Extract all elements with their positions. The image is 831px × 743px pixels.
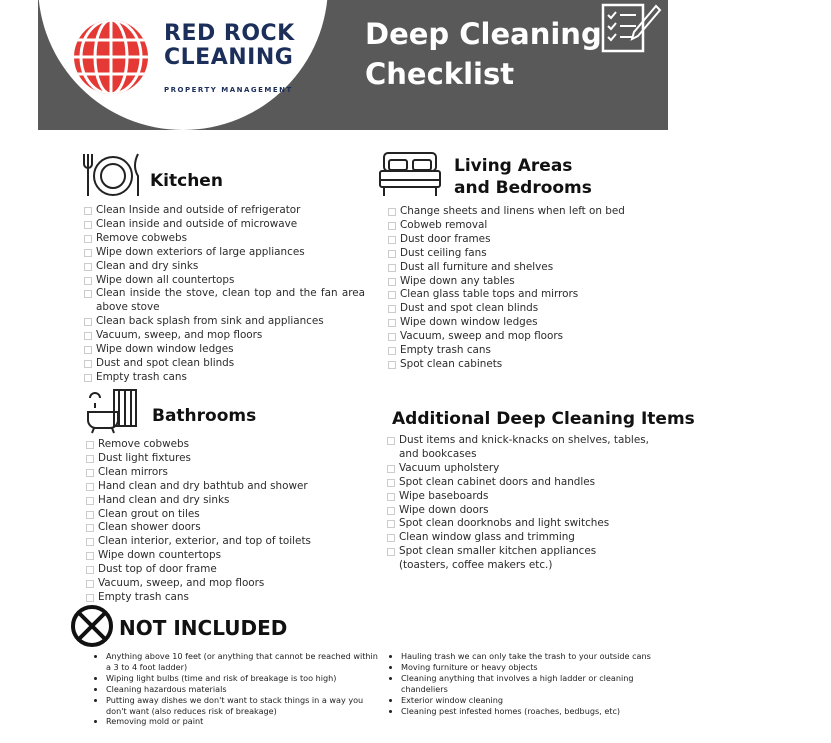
bathroom-item: Clean shower doors bbox=[86, 521, 376, 535]
not-included-item: • Anything above 10 feet (or anything that cannot be reached within a 3 to 4 foot ladder) bbox=[106, 651, 378, 673]
kitchen-item: Wipe down window ledges bbox=[84, 343, 365, 357]
not-included-item: • Putting away dishes we don't want to stack things in a way you don't want (also reduces risk of breakage) bbox=[106, 695, 378, 717]
living-item: Empty trash cans bbox=[388, 344, 678, 358]
not-included-item: • Cleaning anything that involves a high ladder or cleaning chandeliers bbox=[401, 673, 673, 695]
bathtub-shower-icon bbox=[86, 388, 138, 434]
additional-item: Vacuum upholstery bbox=[387, 462, 649, 476]
plate-utensils-icon bbox=[83, 152, 143, 198]
bathroom-item: Hand clean and dry bathtub and shower bbox=[86, 480, 376, 494]
living-item: Dust and spot clean blinds bbox=[388, 302, 678, 316]
checklist-icon bbox=[600, 2, 662, 54]
additional-list bbox=[387, 434, 649, 573]
not-included-left-list bbox=[90, 651, 378, 727]
kitchen-item: Clean and dry sinks bbox=[84, 260, 365, 274]
living-item: Clean glass table tops and mirrors bbox=[388, 288, 678, 302]
kitchen-item: Dust and spot clean blinds bbox=[84, 357, 365, 371]
living-title-line2: and Bedrooms bbox=[454, 178, 592, 198]
kitchen-item: Clean inside the stove, clean top and the fan area above stove bbox=[84, 287, 365, 315]
not-included-item: • Wiping light bulbs (time and risk of breakage is too high) bbox=[106, 673, 378, 684]
bathroom-item: Hand clean and dry sinks bbox=[86, 494, 376, 508]
not-included-item: • Moving furniture or heavy objects bbox=[401, 662, 673, 673]
living-item: Wipe down window ledges bbox=[388, 316, 678, 330]
living-item: Dust door frames bbox=[388, 233, 678, 247]
kitchen-item: Wipe down exteriors of large appliances bbox=[84, 246, 365, 260]
additional-item: Spot clean smaller kitchen appliances (toasters, coffee makers etc.) bbox=[387, 545, 649, 573]
bathroom-item: Dust light fixtures bbox=[86, 452, 376, 466]
bathroom-item: Vacuum, sweep, and mop floors bbox=[86, 577, 376, 591]
bathroom-item: Wipe down countertops bbox=[86, 549, 376, 563]
page-title-line2: Checklist bbox=[365, 57, 515, 91]
living-item: Spot clean cabinets bbox=[388, 358, 678, 372]
living-item: Dust all furniture and shelves bbox=[388, 261, 678, 275]
living-item: Cobweb removal bbox=[388, 219, 678, 233]
bathroom-item: Clean interior, exterior, and top of toilets bbox=[86, 535, 376, 549]
bathroom-item: Empty trash cans bbox=[86, 591, 376, 605]
brand-tagline: PROPERTY MANAGEMENT bbox=[164, 86, 293, 94]
bed-icon bbox=[378, 150, 442, 200]
additional-title: Additional Deep Cleaning Items bbox=[392, 409, 695, 429]
additional-item: Spot clean cabinet doors and handles bbox=[387, 476, 649, 490]
kitchen-title: Kitchen bbox=[150, 171, 223, 191]
living-list bbox=[388, 205, 678, 372]
kitchen-item: Empty trash cans bbox=[84, 371, 365, 385]
bathroom-item: Dust top of door frame bbox=[86, 563, 376, 577]
living-title-line1: Living Areas bbox=[454, 156, 573, 176]
kitchen-item: Wipe down all countertops bbox=[84, 274, 365, 288]
kitchen-list bbox=[84, 204, 365, 385]
not-included-item: • Exterior window cleaning bbox=[401, 695, 673, 706]
additional-item: Dust items and knick-knacks on shelves, tables, and bookcases bbox=[387, 434, 649, 462]
not-included-item: • Hauling trash we can only take the trash to your outside cans bbox=[401, 651, 673, 662]
additional-item: Spot clean doorknobs and light switches bbox=[387, 517, 649, 531]
kitchen-item: Clean Inside and outside of refrigerator bbox=[84, 204, 365, 218]
page-title-line1: Deep Cleaning bbox=[365, 17, 602, 51]
globe-logo-icon bbox=[72, 18, 150, 96]
living-item: Change sheets and linens when left on bed bbox=[388, 205, 678, 219]
living-item: Vacuum, sweep and mop floors bbox=[388, 330, 678, 344]
not-included-item: • Cleaning hazardous materials bbox=[106, 684, 378, 695]
additional-item: Wipe down doors bbox=[387, 504, 649, 518]
brand-name-line2: CLEANING bbox=[164, 45, 294, 70]
kitchen-item: Vacuum, sweep, and mop floors bbox=[84, 329, 365, 343]
kitchen-item: Clean back splash from sink and appliances bbox=[84, 315, 365, 329]
bathroom-item: Clean mirrors bbox=[86, 466, 376, 480]
bathroom-item: Clean grout on tiles bbox=[86, 508, 376, 522]
bathrooms-title: Bathrooms bbox=[152, 406, 257, 426]
additional-item: Clean window glass and trimming bbox=[387, 531, 649, 545]
not-included-title: NOT INCLUDED bbox=[119, 616, 288, 640]
brand-name-line1: RED ROCK bbox=[164, 21, 295, 46]
kitchen-item: Remove cobwebs bbox=[84, 232, 365, 246]
not-included-item: • Cleaning pest infested homes (roaches, bedbugs, etc) bbox=[401, 706, 673, 717]
x-circle-icon bbox=[70, 604, 114, 648]
not-included-item: • Removing mold or paint bbox=[106, 716, 378, 727]
bathroom-item: Remove cobwebs bbox=[86, 438, 376, 452]
kitchen-item: Clean inside and outside of microwave bbox=[84, 218, 365, 232]
bathrooms-list bbox=[86, 438, 376, 605]
additional-item: Wipe baseboards bbox=[387, 490, 649, 504]
not-included-right-list bbox=[385, 651, 673, 716]
living-item: Wipe down any tables bbox=[388, 275, 678, 289]
living-item: Dust ceiling fans bbox=[388, 247, 678, 261]
